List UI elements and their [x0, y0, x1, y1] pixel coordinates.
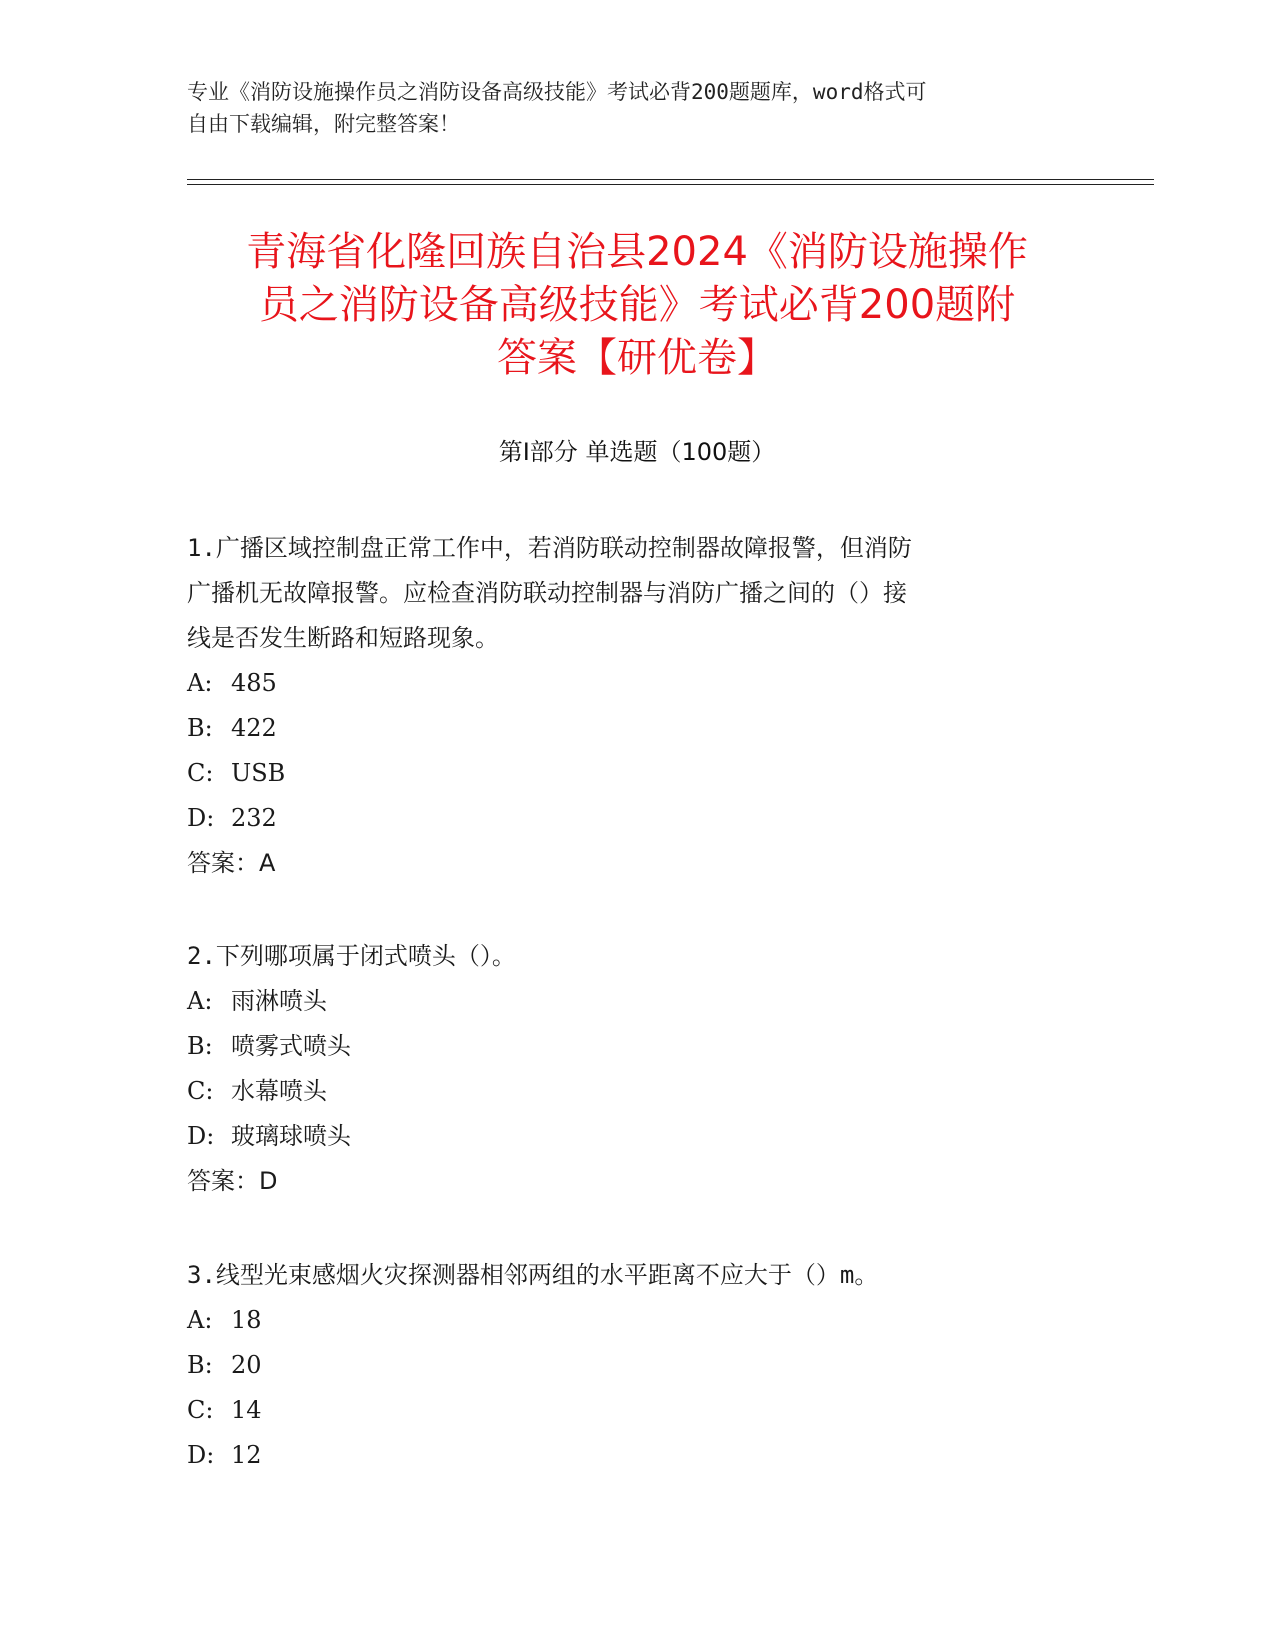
question-stem-line: 1.广播区域控制盘正常工作中，若消防联动控制器故障报警，但消防 [187, 534, 912, 562]
option-a [187, 1298, 1067, 1343]
question-stem-line: 广播机无故障报警。应检查消防联动控制器与消防广播之间的（）接 [187, 579, 907, 607]
header-note-line-1: 专业《消防设施操作员之消防设备高级技能》考试必背200题题库，word格式可 [187, 80, 927, 104]
option-letter: D: [187, 1122, 215, 1150]
option-letter: C: [187, 759, 214, 787]
document-title-line-3: 答案【研优卷】 [497, 335, 777, 381]
option-text: 422 [231, 714, 277, 742]
option-c [187, 1388, 1067, 1433]
option-letter: A: [187, 1306, 213, 1334]
option-letter: D: [187, 804, 215, 832]
option-letter: D: [187, 1441, 215, 1469]
option-text: 玻璃球喷头 [231, 1122, 351, 1150]
option-text: 水幕喷头 [231, 1077, 327, 1105]
option-b [187, 1024, 1067, 1069]
option-text: USB [231, 759, 286, 787]
option-b [187, 706, 1067, 751]
document-title [187, 226, 1087, 385]
header-note-line-2: 自由下载编辑，附完整答案！ [187, 112, 460, 136]
document-title-line-1: 青海省化隆回族自治县2024《消防设施操作 [246, 229, 1028, 275]
question-1 [187, 526, 1067, 886]
option-letter: A: [187, 987, 213, 1015]
option-letter: B: [187, 1032, 213, 1060]
option-letter: C: [187, 1077, 214, 1105]
option-text: 12 [231, 1441, 262, 1469]
header-divider-top [187, 179, 1154, 180]
answer-text: 答案：A [187, 849, 276, 877]
option-c [187, 1069, 1067, 1114]
option-text: 雨淋喷头 [231, 987, 327, 1015]
answer-text: 答案：D [187, 1167, 278, 1195]
option-text: 14 [231, 1396, 262, 1424]
question-stem-line: 3.线型光束感烟火灾探测器相邻两组的水平距离不应大于（）m。 [187, 1261, 879, 1289]
question-stem-line: 2.下列哪项属于闭式喷头（）。 [187, 942, 516, 970]
option-d [187, 1114, 1067, 1159]
question-3 [187, 1253, 1067, 1478]
option-d [187, 1433, 1067, 1478]
header-divider-bottom [187, 184, 1154, 185]
header-note [187, 76, 1067, 140]
section-heading: 第Ⅰ部分 单选题（100题） [498, 438, 776, 466]
option-b [187, 1343, 1067, 1388]
question-stem-line: 线是否发生断路和短路现象。 [187, 624, 499, 652]
document-title-line-2: 员之消防设备高级技能》考试必背200题附 [258, 282, 1016, 328]
option-text: 18 [231, 1306, 262, 1334]
option-a [187, 979, 1067, 1024]
option-d [187, 796, 1067, 841]
option-text: 485 [231, 669, 277, 697]
option-c [187, 751, 1067, 796]
question-2 [187, 934, 1067, 1204]
option-letter: A: [187, 669, 213, 697]
option-text: 喷雾式喷头 [231, 1032, 351, 1060]
option-letter: B: [187, 714, 213, 742]
option-a [187, 661, 1067, 706]
option-letter: C: [187, 1396, 214, 1424]
option-text: 232 [231, 804, 277, 832]
option-text: 20 [231, 1351, 262, 1379]
option-letter: B: [187, 1351, 213, 1379]
